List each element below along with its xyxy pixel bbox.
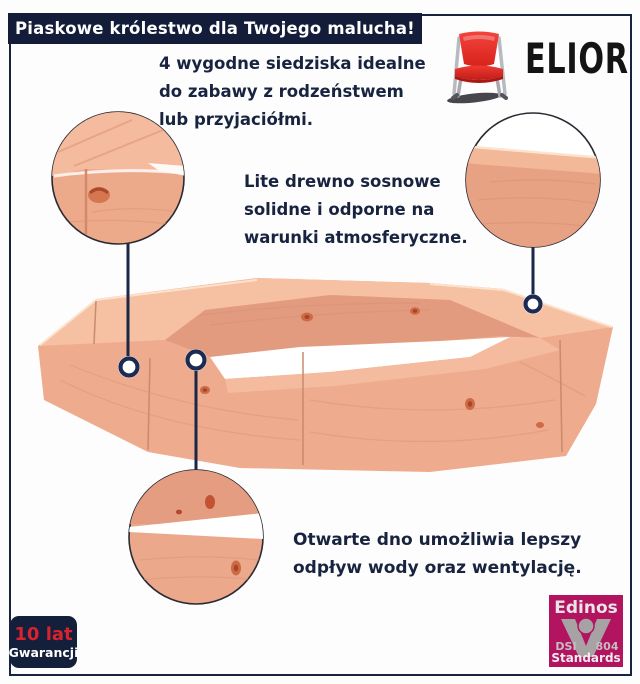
standards-text: Standards: [551, 651, 621, 665]
feature-seats-line3: lub przyjaciółmi.: [159, 110, 314, 129]
callout-circle-open-bottom-detail: [128, 468, 264, 604]
red-chair-icon: [447, 28, 511, 104]
banner-title: Piaskowe królestwo dla Twojego malucha!: [15, 19, 415, 38]
edinos-brand-text: Edinos: [554, 598, 618, 618]
marker-dot-bottom: [185, 349, 207, 371]
banner: [8, 13, 422, 44]
feature-wood-line3: warunki atmosferyczne.: [244, 228, 468, 247]
feature-text-open-bottom: [293, 526, 582, 582]
feature-text-wood: [244, 168, 468, 252]
warranty-label: Gwarancji: [8, 645, 79, 660]
feature-text-seats: [159, 50, 426, 134]
standards-badge: [549, 595, 623, 667]
feature-wood-line2: solidne i odporne na: [244, 200, 435, 219]
feature-wood-line1: Lite drewno sosnowe: [244, 172, 441, 191]
marker-dot-left: [118, 356, 140, 378]
logo-dot-icon: [578, 618, 594, 634]
brand-logo: [447, 26, 627, 106]
code-804-text: 804: [595, 640, 619, 653]
dsi-text: DSI: [555, 640, 577, 653]
feature-seats-line1: 4 wygodne siedziska idealne: [159, 54, 426, 73]
warranty-badge: [10, 616, 77, 668]
callout-circle-wood-edge-detail: [462, 113, 604, 250]
feature-seats-line2: do zabawy z rodzeństwem: [159, 82, 404, 101]
warranty-years: 10 lat: [14, 624, 73, 645]
feature-bottom-line2: odpływ wody oraz wentylację.: [293, 558, 582, 578]
brand-name: ELIOR: [525, 34, 629, 83]
edinos-standards-logo: [549, 595, 623, 667]
marker-dot-right: [523, 294, 543, 314]
feature-bottom-line1: Otwarte dno umożliwia lepszy: [293, 530, 582, 550]
